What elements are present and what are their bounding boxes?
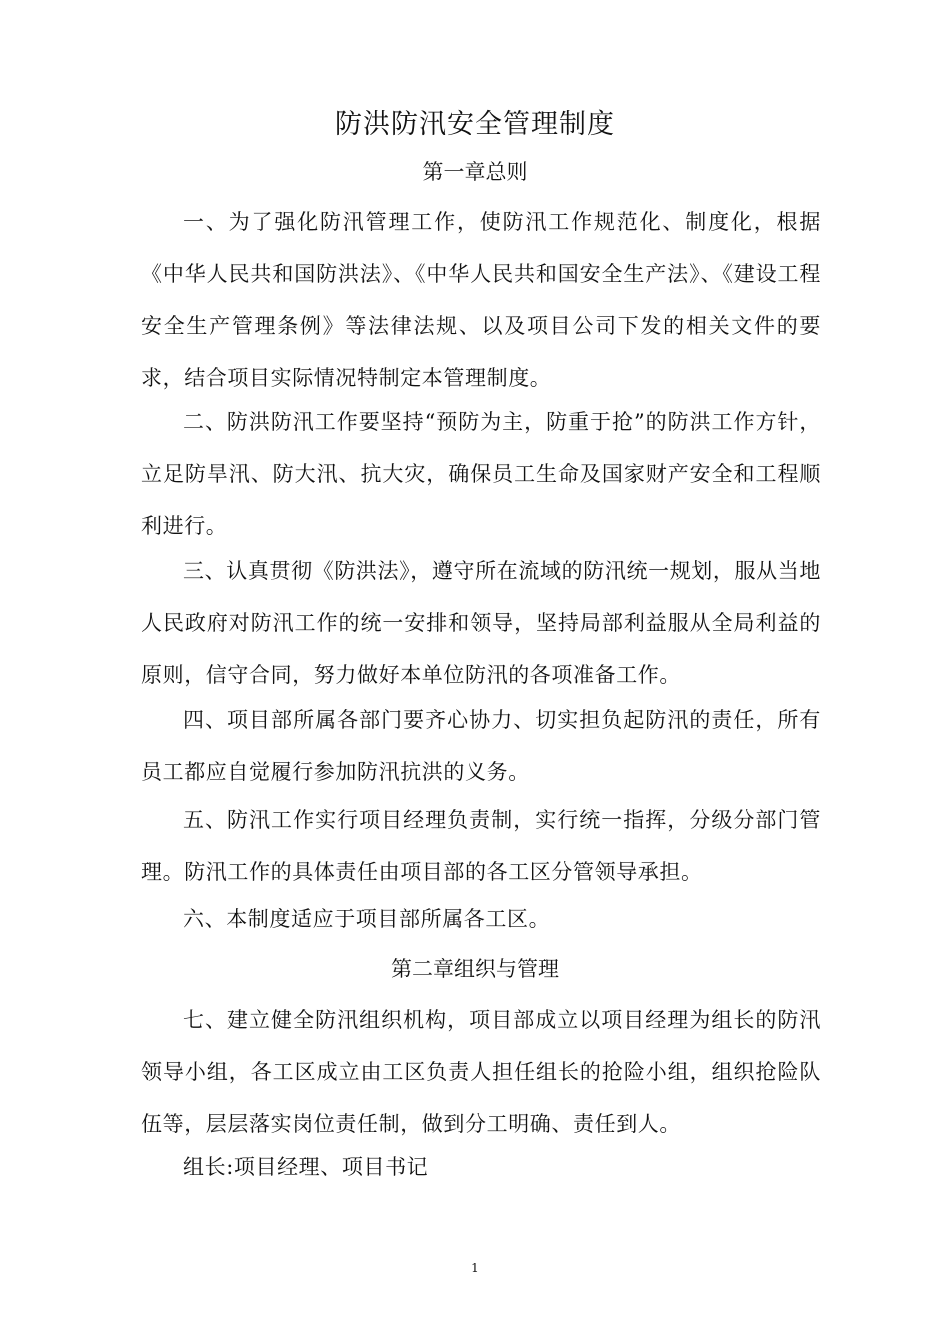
chapter-heading-2: 第二章组织与管理 bbox=[391, 957, 559, 981]
paragraph-6: 六、本制度适应于项目部所属各工区。 bbox=[183, 907, 551, 931]
paragraph-5: 五、防汛工作实行项目经理负责制，实行统一指挥，分级分部门管理。防汛工作的具体责任由项目部的各工区分管领导承担。 bbox=[141, 808, 821, 884]
chapter-heading-1: 第一章总则 bbox=[422, 160, 528, 184]
paragraph-7: 七、建立健全防汛组织机构，项目部成立以项目经理为组长的防汛领导小组，各工区成立由工区负责人担任组长的抢险小组，组织抢险队伍等，层层落实岗位责任制，做到分工明确、责任到人。 bbox=[141, 1008, 821, 1136]
paragraph-8: 组长:项目经理、项目书记 bbox=[183, 1155, 429, 1179]
paragraph-4: 四、项目部所属各部门要齐心协力、切实担负起防汛的责任，所有员工都应自觉履行参加防汛抗洪的义务。 bbox=[141, 708, 821, 784]
paragraph-2: 二、防洪防汛工作要坚持“预防为主，防重于抢”的防洪工作方针，立足防旱汛、防大汛、抗大灾，确保员工生命及国家财产安全和工程顺利进行。 bbox=[141, 410, 821, 538]
paragraph-1: 一、为了强化防汛管理工作，使防汛工作规范化、制度化，根据《中华人民共和国防洪法》、《中华人民共和国安全生产法》、《建设工程安全生产管理条例》等法律法规、以及项目公司下发的相关文件的要求，结合项目实际情况特制定本管理制度。 bbox=[141, 210, 821, 390]
page-number: 1 bbox=[471, 1261, 479, 1275]
document-title: 防洪防汛安全管理制度 bbox=[335, 109, 615, 140]
paragraph-3: 三、认真贯彻《防洪法》，遵守所在流域的防汛统一规划，服从当地人民政府对防汛工作的统一安排和领导，坚持局部利益服从全局利益的原则，信守合同，努力做好本单位防汛的各项准备工作。 bbox=[141, 559, 821, 687]
